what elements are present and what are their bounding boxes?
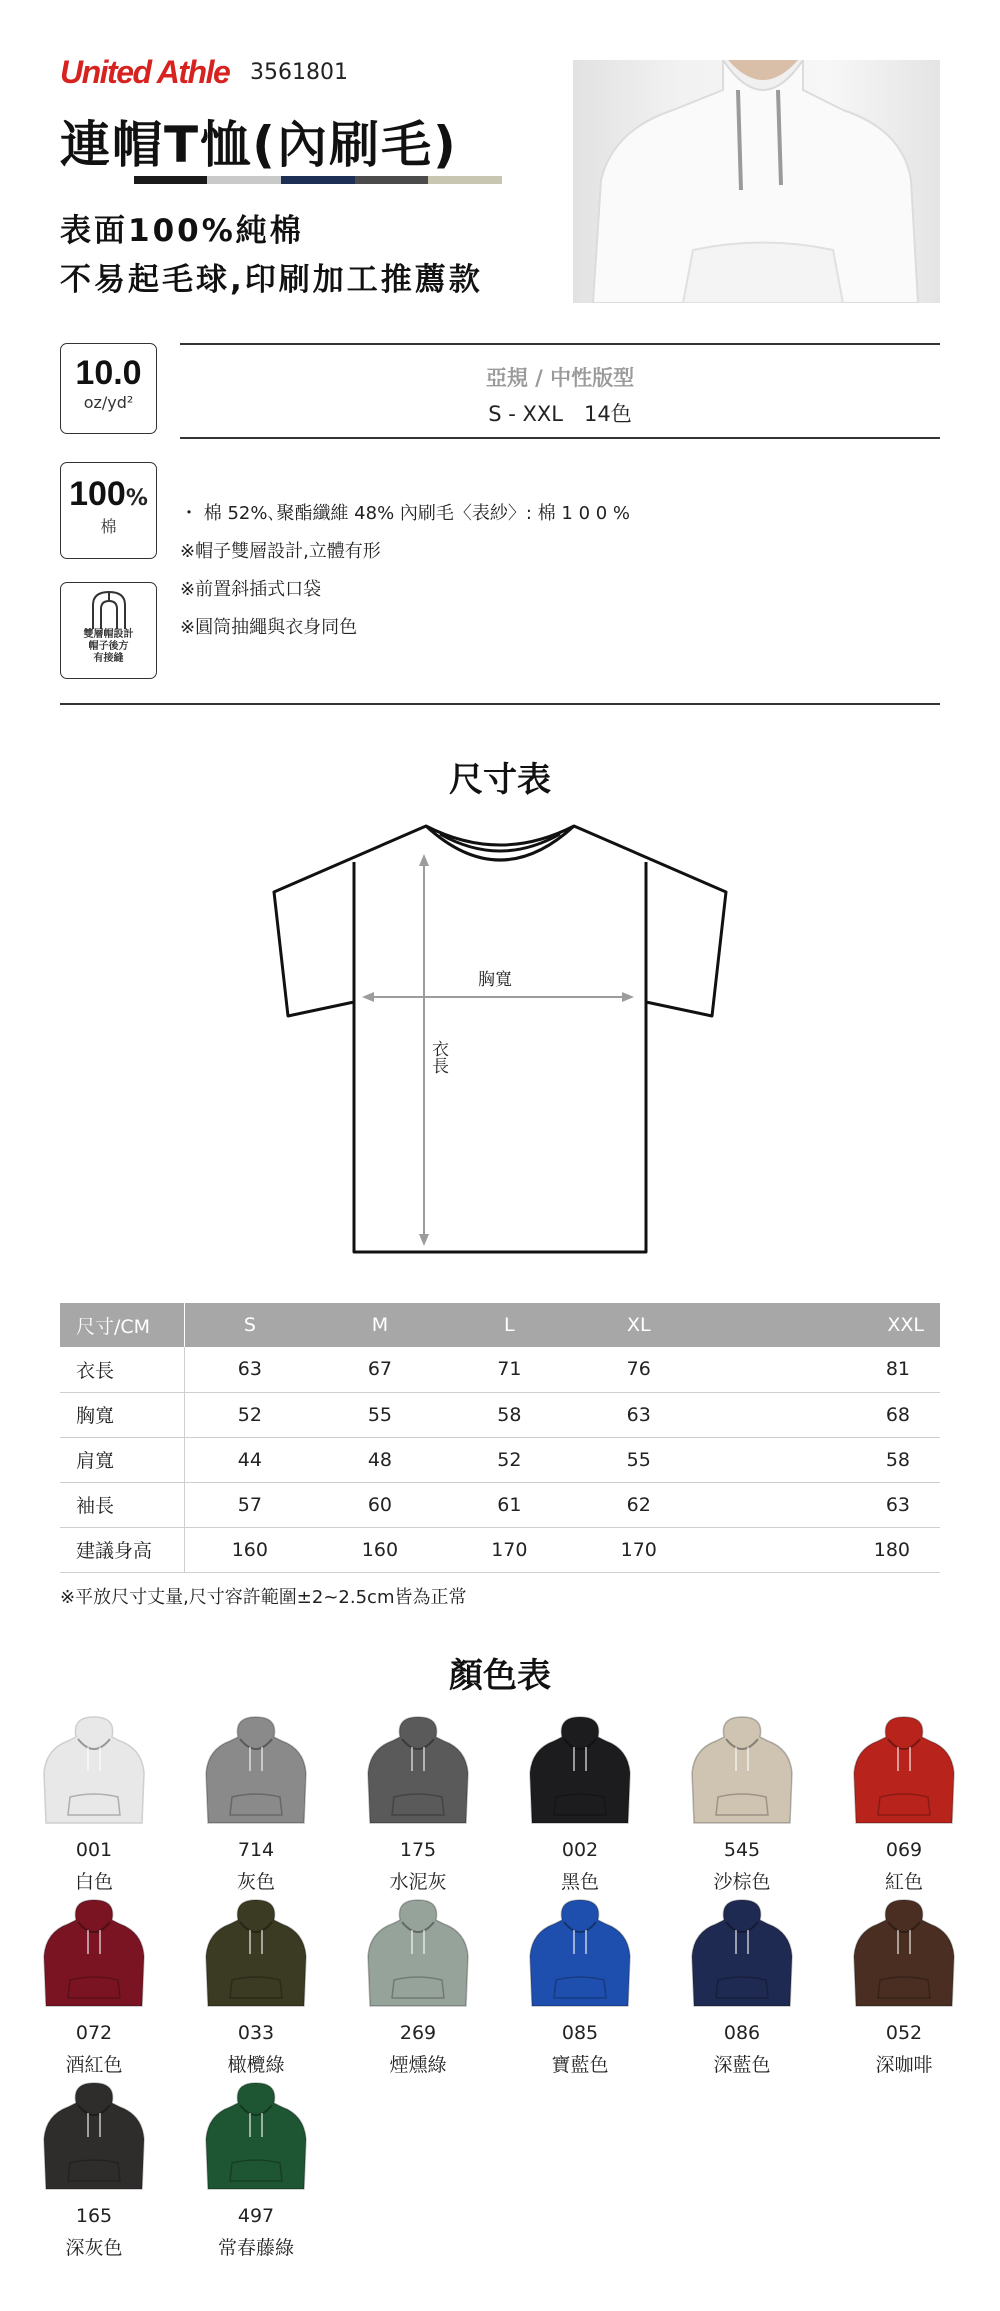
spec-note: ※圓筒抽繩與衣身同色: [180, 617, 358, 638]
color-name: 紅色: [884, 1871, 923, 1893]
cotton-label: 棉: [100, 517, 117, 536]
hoodie-swatch-icon: [358, 1715, 478, 1825]
color-code: 052: [885, 2022, 923, 2044]
hood-label-3: 有接縫: [93, 653, 124, 664]
cotton-value: 100: [69, 475, 126, 513]
size-table-header: [60, 1303, 940, 1347]
cotton-spec-box: [60, 462, 157, 559]
table-cell: 63: [703, 1482, 940, 1527]
color-code: 069: [885, 1839, 923, 1861]
hoodie-swatch-icon: [682, 1898, 802, 2008]
hoodie-swatch-icon: [34, 1715, 154, 1825]
color-code: 545: [723, 1839, 761, 1861]
spec-note: ※帽子雙層設計,立體有形: [180, 541, 381, 562]
color-code: 072: [75, 2022, 113, 2044]
color-swatch[interactable]: [844, 1898, 964, 2077]
hoodie-swatch-icon: [682, 1715, 802, 1825]
color-swatch[interactable]: [358, 1898, 478, 2077]
table-row: [60, 1482, 940, 1527]
color-bar-segment: [134, 176, 208, 184]
table-cell: 55: [315, 1392, 444, 1437]
hood-label-2: 帽子後方: [88, 641, 129, 652]
color-code: 086: [723, 2022, 761, 2044]
color-bar-segment: [428, 176, 502, 184]
color-swatch[interactable]: [520, 1715, 640, 1894]
table-cell: 160: [184, 1527, 315, 1572]
color-bar-segment: [281, 176, 355, 184]
hoodie-photo-illustration: [573, 60, 940, 303]
table-cell: 衣長: [60, 1347, 184, 1392]
fit-type: 亞規 / 中性版型: [485, 366, 635, 390]
hoodie-swatch-icon: [196, 1898, 316, 2008]
table-header-cell: XL: [574, 1303, 703, 1347]
color-name: 深灰色: [65, 2237, 123, 2259]
table-cell: 袖長: [60, 1482, 184, 1527]
feature-line-1: 表面100%純棉: [60, 213, 304, 249]
hoodie-swatch-icon: [196, 1715, 316, 1825]
table-cell: 63: [574, 1392, 703, 1437]
table-row: [60, 1527, 940, 1572]
table-header-cell: L: [445, 1303, 574, 1347]
table-cell: 胸寬: [60, 1392, 184, 1437]
color-swatch[interactable]: [358, 1715, 478, 1894]
table-cell: 170: [445, 1527, 574, 1572]
size-chart-title: 尺寸表: [449, 760, 551, 800]
hoodie-swatch-icon: [34, 2081, 154, 2191]
color-swatch[interactable]: [682, 1898, 802, 2077]
table-cell: 81: [703, 1347, 940, 1392]
color-name: 深藍色: [713, 2054, 771, 2076]
color-swatch[interactable]: [196, 1898, 316, 2077]
table-row: [60, 1392, 940, 1437]
color-code: 001: [75, 1839, 113, 1861]
table-row: [60, 1437, 940, 1482]
table-cell: 58: [445, 1392, 574, 1437]
color-swatch[interactable]: [196, 2081, 316, 2260]
color-swatch[interactable]: [34, 2081, 154, 2260]
color-code: 085: [561, 2022, 599, 2044]
color-chart-title: 顏色表: [449, 1656, 551, 1696]
hoodie-swatch-icon: [520, 1898, 640, 2008]
color-code: 497: [237, 2205, 275, 2227]
table-cell: 52: [184, 1392, 315, 1437]
color-name: 沙棕色: [713, 1871, 771, 1893]
color-name: 黑色: [560, 1871, 599, 1893]
table-cell: 160: [315, 1527, 444, 1572]
chest-label: 胸寬: [478, 970, 512, 990]
table-cell: 67: [315, 1347, 444, 1392]
color-name: 酒紅色: [65, 2054, 123, 2076]
spec-note: ※前置斜插式口袋: [180, 579, 322, 600]
product-photo: [573, 60, 940, 303]
color-name: 常春藤綠: [217, 2237, 294, 2259]
hood-icon: [87, 589, 131, 629]
table-cell: 68: [703, 1392, 940, 1437]
color-code: 269: [399, 2022, 437, 2044]
color-bar-segment: [355, 176, 429, 184]
color-name: 寶藍色: [551, 2054, 609, 2076]
table-header-cell: M: [315, 1303, 444, 1347]
size-range: S - XXL 14色: [488, 402, 632, 426]
table-header-cell: S: [184, 1303, 315, 1347]
color-swatch[interactable]: [844, 1715, 964, 1894]
color-swatch[interactable]: [520, 1898, 640, 2077]
hood-spec-box: [60, 582, 157, 679]
color-code: 714: [237, 1839, 275, 1861]
hoodie-swatch-icon: [196, 2081, 316, 2191]
garment-diagram: [258, 822, 742, 1254]
table-cell: 60: [315, 1482, 444, 1527]
table-cell: 52: [445, 1437, 574, 1482]
color-swatch[interactable]: [196, 1715, 316, 1894]
divider: [180, 437, 940, 439]
table-cell: 55: [574, 1437, 703, 1482]
color-swatch[interactable]: [34, 1715, 154, 1894]
cotton-percent: %: [125, 486, 148, 511]
color-swatch[interactable]: [682, 1715, 802, 1894]
weight-spec-box: [60, 343, 157, 434]
table-cell: 58: [703, 1437, 940, 1482]
hoodie-swatch-icon: [844, 1898, 964, 2008]
feature-line-2: 不易起毛球,印刷加工推薦款: [60, 262, 483, 298]
table-cell: 62: [574, 1482, 703, 1527]
size-table: [60, 1303, 940, 1573]
table-row: [60, 1347, 940, 1392]
product-code: 3561801: [250, 60, 348, 85]
table-header-cell: XXL: [703, 1303, 940, 1347]
divider: [180, 343, 940, 345]
color-bar-segment: [207, 176, 281, 184]
color-name: 深咖啡: [875, 2054, 933, 2076]
hoodie-swatch-icon: [358, 1898, 478, 2008]
weight-unit: oz/yd²: [83, 393, 134, 412]
table-cell: 57: [184, 1482, 315, 1527]
hoodie-swatch-icon: [520, 1715, 640, 1825]
spec-note: ・ 棉 52%､聚酯纖維 48% 內刷毛〈表紗〉: 棉 1 0 0 %: [180, 503, 631, 524]
table-cell: 肩寬: [60, 1437, 184, 1482]
table-cell: 76: [574, 1347, 703, 1392]
table-header-cell: 尺寸/CM: [60, 1303, 184, 1347]
length-label: 衣長: [428, 1040, 448, 1074]
color-name: 白色: [74, 1871, 113, 1893]
tshirt-outline: [258, 822, 742, 1254]
color-name: 煙燻綠: [389, 2054, 447, 2076]
color-name: 灰色: [236, 1871, 275, 1893]
color-swatch[interactable]: [34, 1898, 154, 2077]
color-bar: [60, 176, 502, 184]
table-cell: 61: [445, 1482, 574, 1527]
color-name: 水泥灰: [389, 1871, 447, 1893]
table-cell: 44: [184, 1437, 315, 1482]
table-cell: 180: [703, 1527, 940, 1572]
hoodie-swatch-icon: [844, 1715, 964, 1825]
size-footnote: ※平放尺寸丈量,尺寸容許範圍±2~2.5cm皆為正常: [60, 1587, 467, 1608]
table-cell: 71: [445, 1347, 574, 1392]
table-cell: 63: [184, 1347, 315, 1392]
hoodie-swatch-icon: [34, 1898, 154, 2008]
hood-label-1: 雙層帽設計: [83, 629, 134, 640]
section-divider: [60, 703, 940, 705]
table-cell: 170: [574, 1527, 703, 1572]
weight-value: 10.0: [75, 354, 142, 392]
color-code: 175: [399, 1839, 437, 1861]
table-cell: 建議身高: [60, 1527, 184, 1572]
color-name: 橄欖綠: [227, 2054, 285, 2076]
brand-logo: United Athle: [60, 54, 230, 90]
color-bar-segment: [60, 176, 134, 184]
color-code: 002: [561, 1839, 599, 1861]
table-cell: 48: [315, 1437, 444, 1482]
color-code: 165: [75, 2205, 113, 2227]
product-title: 連帽T恤(內刷毛): [60, 116, 458, 174]
color-code: 033: [237, 2022, 275, 2044]
